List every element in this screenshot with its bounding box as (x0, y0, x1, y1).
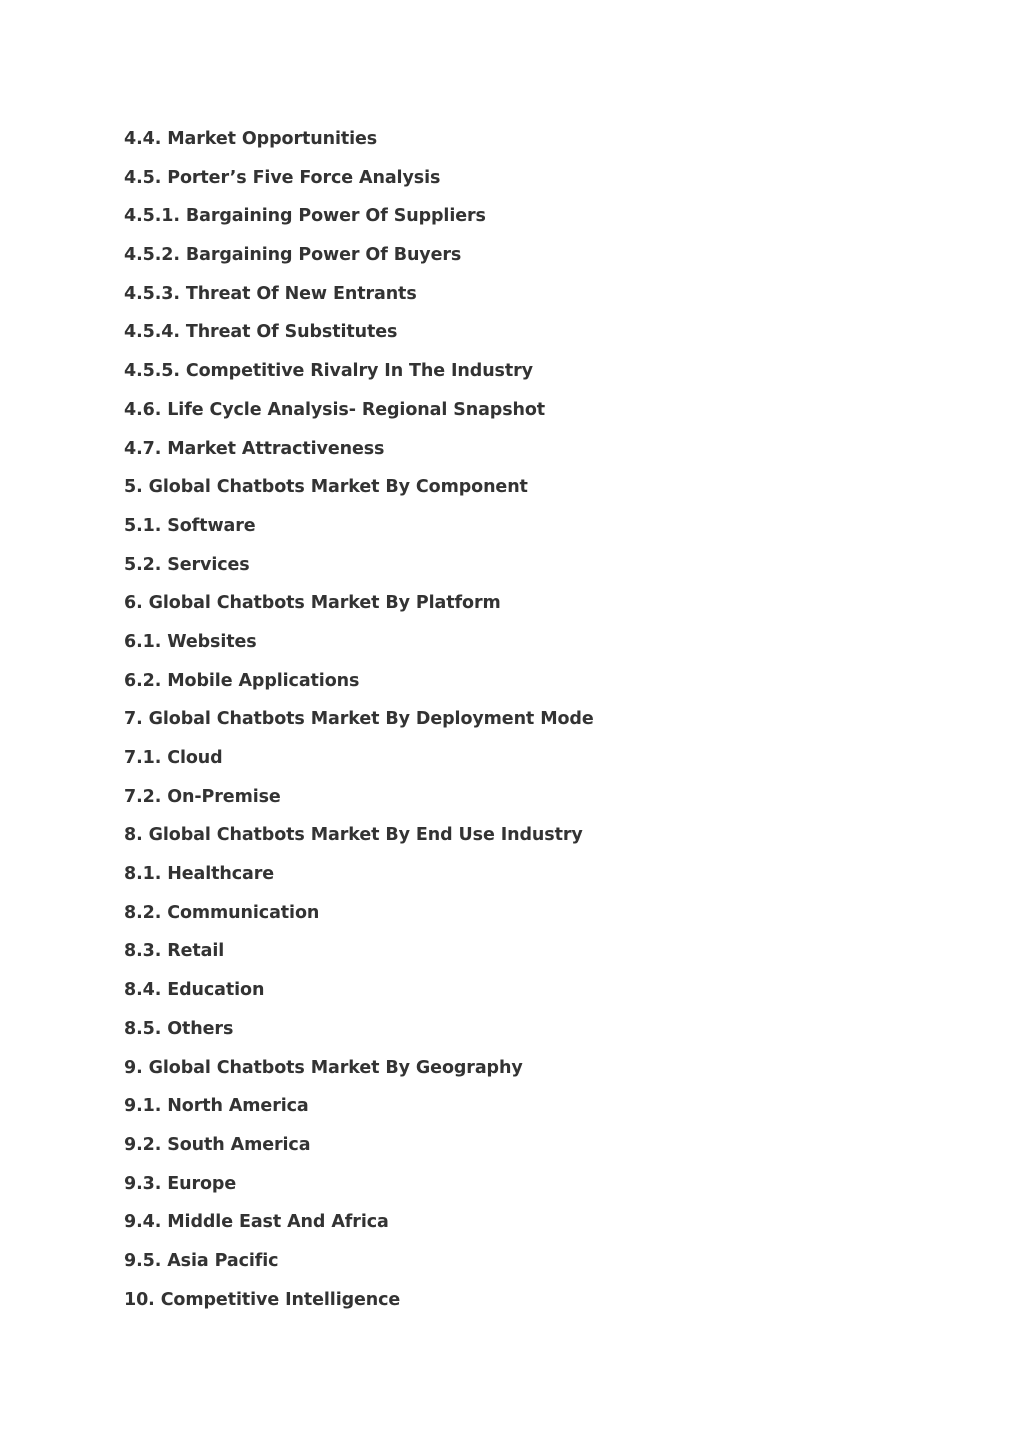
toc-entry: 4.6. Life Cycle Analysis- Regional Snapshot (124, 399, 546, 420)
toc-entry: 4.5. Porter’s Five Force Analysis (124, 167, 441, 188)
toc-entry: 5. Global Chatbots Market By Component (124, 477, 528, 498)
toc-entry: 10. Competitive Intelligence (124, 1289, 401, 1310)
toc-entry: 9.2. South America (124, 1134, 311, 1155)
toc-entry: 6. Global Chatbots Market By Platform (124, 593, 501, 614)
toc-entry: 7.1. Cloud (124, 748, 223, 768)
toc-entry: 9. Global Chatbots Market By Geography (124, 1057, 523, 1078)
toc-entry: 8.3. Retail (124, 941, 225, 962)
toc-entry: 8.2. Communication (124, 902, 320, 923)
toc-entry: 4.5.1. Bargaining Power Of Suppliers (124, 206, 486, 227)
toc-entry: 5.1. Software (124, 515, 256, 536)
toc-entry: 8.4. Education (124, 980, 265, 1001)
toc-entry: 4.5.3. Threat Of New Entrants (124, 283, 417, 304)
toc-entry: 9.3. Europe (124, 1173, 237, 1194)
toc-entry: 4.4. Market Opportunities (124, 129, 378, 149)
toc-entry: 5.2. Services (124, 554, 250, 575)
toc-entry: 8.1. Healthcare (124, 864, 275, 885)
toc-entry: 9.4. Middle East And Africa (124, 1212, 389, 1233)
toc-entry: 6.1. Websites (124, 631, 257, 652)
toc-entry: 4.5.2. Bargaining Power Of Buyers (124, 245, 462, 266)
toc-entry: 8. Global Chatbots Market By End Use Industry (124, 825, 583, 846)
toc-entry: 6.2. Mobile Applications (124, 670, 360, 691)
toc-entry: 7.2. On-Premise (124, 786, 281, 807)
toc-entry: 4.5.5. Competitive Rivalry In The Industry (124, 361, 533, 382)
toc-entry: 9.1. North America (124, 1096, 309, 1117)
table-of-contents (124, 126, 924, 1325)
toc-entry: 9.5. Asia Pacific (124, 1250, 279, 1271)
toc-entry: 4.7. Market Attractiveness (124, 438, 385, 459)
toc-entry: 7. Global Chatbots Market By Deployment Mode (124, 709, 594, 730)
toc-entry: 4.5.4. Threat Of Substitutes (124, 322, 398, 343)
toc-entry: 8.5. Others (124, 1018, 234, 1039)
